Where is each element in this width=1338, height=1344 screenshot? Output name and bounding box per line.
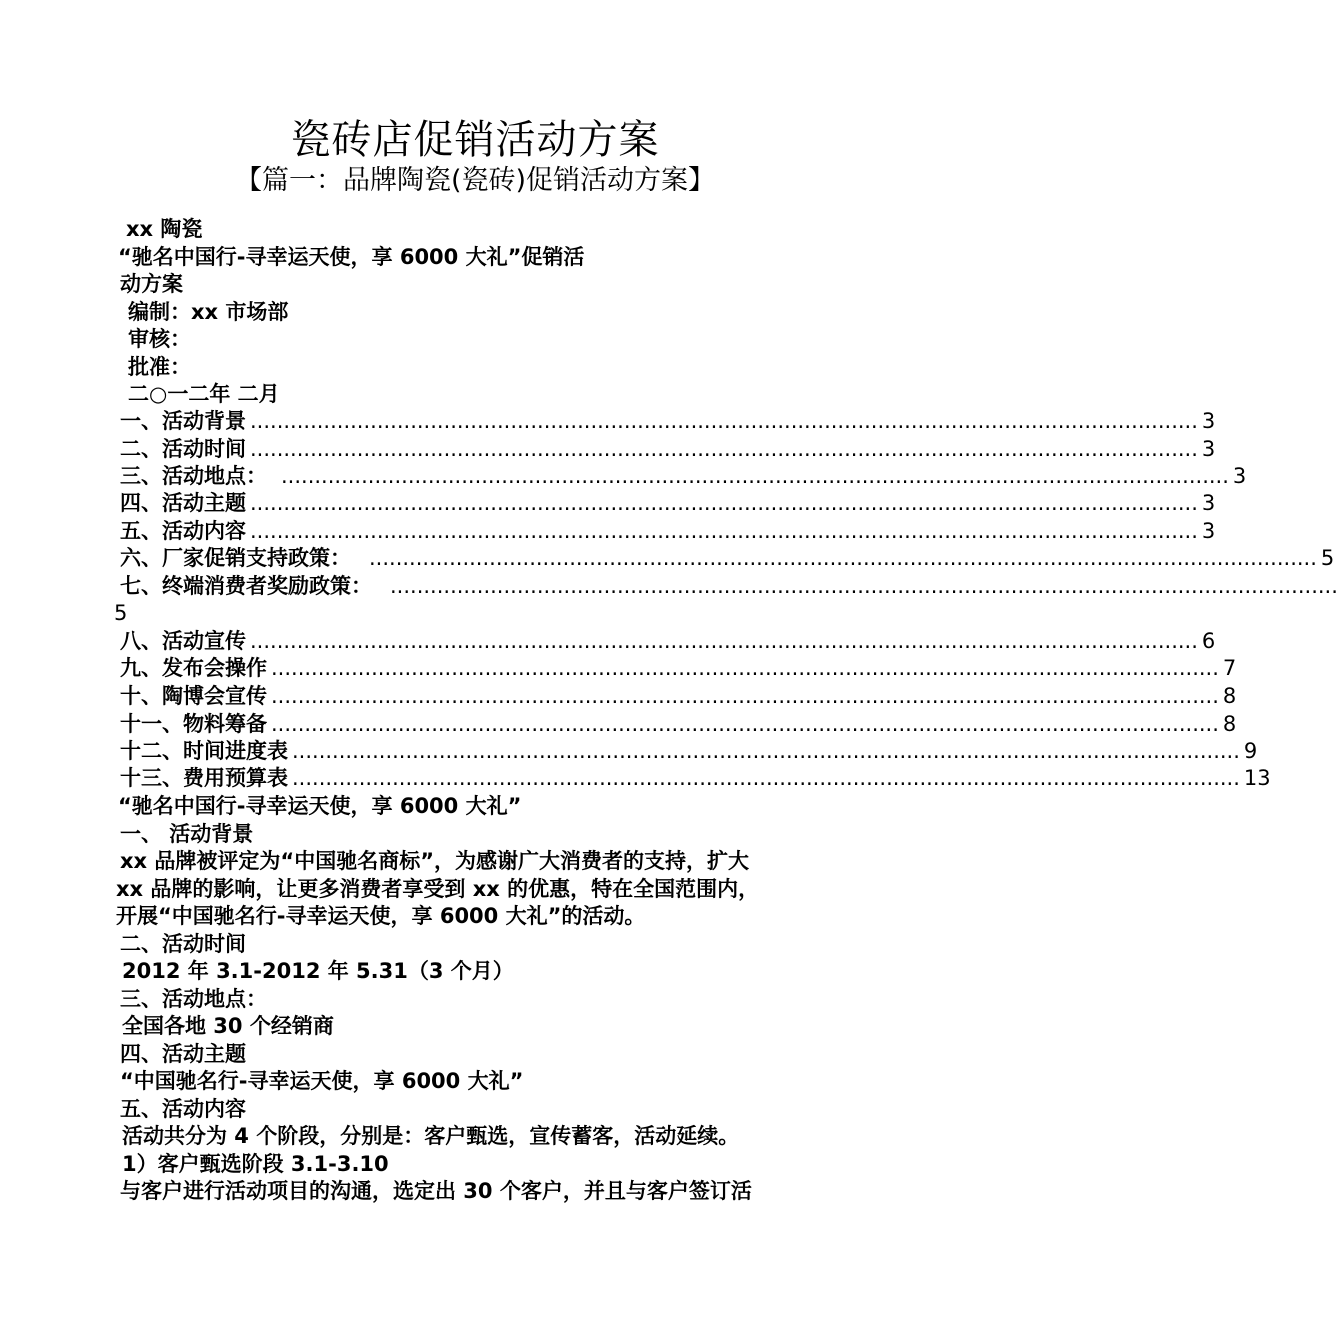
toc-item-label: 活动宣传 <box>162 629 246 653</box>
body-heading: “驰名中国行-寻幸运天使，享 6000 大礼” <box>118 794 522 818</box>
toc-item <box>120 436 1216 463</box>
toc-item-page: 6 <box>1201 629 1216 653</box>
toc-item-label: 时间进度表 <box>183 739 288 763</box>
toc-item <box>120 711 1237 738</box>
toc-item-number: 五、 <box>120 519 162 543</box>
section-4-title: 四、活动主题 <box>120 1042 246 1066</box>
section-1-paragraph: 开展“中国驰名行-寻幸运天使，享 6000 大礼”的活动。 <box>116 904 646 928</box>
toc-item-number: 十三、 <box>120 766 183 790</box>
toc-item <box>120 463 1247 490</box>
toc-item-page: 8 <box>1222 684 1237 708</box>
section-5-paragraph: 与客户进行活动项目的沟通，选定出 30 个客户，并且与客户签订活 <box>120 1179 752 1203</box>
section-2-title: 二、活动时间 <box>120 932 246 956</box>
toc-item <box>120 573 1338 600</box>
toc-item-label: 活动背景 <box>162 409 246 433</box>
toc-item <box>120 545 1335 572</box>
toc-item-page: 7 <box>1222 656 1237 680</box>
toc-item-label: 活动时间 <box>162 437 246 461</box>
toc-leader-dots: .............................................................................................................................................. <box>250 629 1198 653</box>
toc-item <box>120 683 1237 710</box>
cover-plan-title-line1: “驰名中国行-寻幸运天使，享 6000 大礼”促销活 <box>118 245 585 269</box>
section-3-title: 三、活动地点： <box>120 987 267 1011</box>
toc-leader-dots: .............................................................................................................................................. <box>271 712 1219 736</box>
toc-item <box>120 628 1216 655</box>
cover-editor: 编制：xx 市场部 <box>128 300 289 324</box>
toc-item <box>120 490 1216 517</box>
toc-item-page: 3 <box>1201 409 1216 433</box>
toc-item-page: 13 <box>1243 766 1271 790</box>
toc-item-number: 八、 <box>120 629 162 653</box>
toc-item <box>120 408 1216 435</box>
toc-item-page: 5 <box>1320 546 1335 570</box>
toc-item-label: 活动地点： <box>162 464 267 488</box>
section-1-title: 一、 活动背景 <box>120 822 254 846</box>
toc-item-label: 物料筹备 <box>183 712 267 736</box>
section-2-text: 2012 年 3.1-2012 年 5.31（3 个月） <box>122 959 514 983</box>
toc-item <box>120 655 1237 682</box>
toc-item-page: 8 <box>1222 712 1237 736</box>
section-5-title: 五、活动内容 <box>120 1097 246 1121</box>
cover-plan-title-line2: 动方案 <box>120 272 183 296</box>
toc-leader-dots: .............................................................................................................................................. <box>292 739 1240 763</box>
toc-item-number: 六、 <box>120 546 162 570</box>
toc-item-label: 活动内容 <box>162 519 246 543</box>
toc-item-page: 9 <box>1243 739 1258 763</box>
cover-brand: xx 陶瓷 <box>126 217 203 241</box>
cover-date: 二○一二年 二月 <box>128 382 280 406</box>
toc-leader-dots: .............................................................................................................................................. <box>281 464 1229 488</box>
toc-leader-dots: .............................................................................................................................................. <box>250 519 1198 543</box>
toc-item-label: 活动主题 <box>162 491 246 515</box>
toc-item <box>120 518 1216 545</box>
toc-leader-dots: .............................................................................................................................................. <box>390 574 1338 598</box>
toc-item-number: 十一、 <box>120 712 183 736</box>
toc-leader-dots: .............................................................................................................................................. <box>271 656 1219 680</box>
section-1-paragraph: xx 品牌的影响，让更多消费者享受到 xx 的优惠，特在全国范围内， <box>116 877 760 901</box>
toc-item-page: 3 <box>1201 491 1216 515</box>
cover-approver: 批准： <box>128 355 191 379</box>
toc-leader-dots: .............................................................................................................................................. <box>292 766 1240 790</box>
toc-item-page: 3 <box>1232 464 1247 488</box>
toc-item-number: 十二、 <box>120 739 183 763</box>
section-5-subheading: 1）客户甄选阶段 3.1-3.10 <box>122 1152 389 1176</box>
toc-item-number: 三、 <box>120 464 162 488</box>
toc-leader-dots: .............................................................................................................................................. <box>250 409 1198 433</box>
toc-leader-dots: .............................................................................................................................................. <box>271 684 1219 708</box>
document-subtitle: 【篇一：品牌陶瓷(瓷砖)促销活动方案】 <box>234 165 716 196</box>
document-title: 瓷砖店促销活动方案 <box>290 117 660 163</box>
cover-reviewer: 审核： <box>128 327 191 351</box>
toc-item-number: 九、 <box>120 656 162 680</box>
toc-item-label: 发布会操作 <box>162 656 267 680</box>
toc-leader-dots: .............................................................................................................................................. <box>369 546 1317 570</box>
toc-item-label: 终端消费者奖励政策： <box>162 574 372 598</box>
section-1-paragraph: xx 品牌被评定为“中国驰名商标”，为感谢广大消费者的支持，扩大 <box>120 849 750 873</box>
toc-item-label: 费用预算表 <box>183 766 288 790</box>
toc-item-number: 十、 <box>120 684 162 708</box>
section-4-text: “中国驰名行-寻幸运天使，享 6000 大礼” <box>120 1069 524 1093</box>
section-3-text: 全国各地 30 个经销商 <box>122 1014 334 1038</box>
toc-item-label: 厂家促销支持政策： <box>162 546 351 570</box>
toc-leader-dots: .............................................................................................................................................. <box>250 437 1198 461</box>
toc-item <box>120 738 1258 765</box>
toc-item-number: 七、 <box>120 574 162 598</box>
toc-item-page: 3 <box>1201 437 1216 461</box>
toc-item-number: 二、 <box>120 437 162 461</box>
toc-item <box>120 765 1271 792</box>
toc-item-page-wrapped: 5 <box>114 601 128 625</box>
toc-item-number: 一、 <box>120 409 162 433</box>
toc-leader-dots: .............................................................................................................................................. <box>250 491 1198 515</box>
section-5-paragraph: 活动共分为 4 个阶段，分别是：客户甄选，宣传蓄客，活动延续。 <box>122 1124 740 1148</box>
toc-item-page: 3 <box>1201 519 1216 543</box>
toc-item-label: 陶博会宣传 <box>162 684 267 708</box>
toc-item-number: 四、 <box>120 491 162 515</box>
